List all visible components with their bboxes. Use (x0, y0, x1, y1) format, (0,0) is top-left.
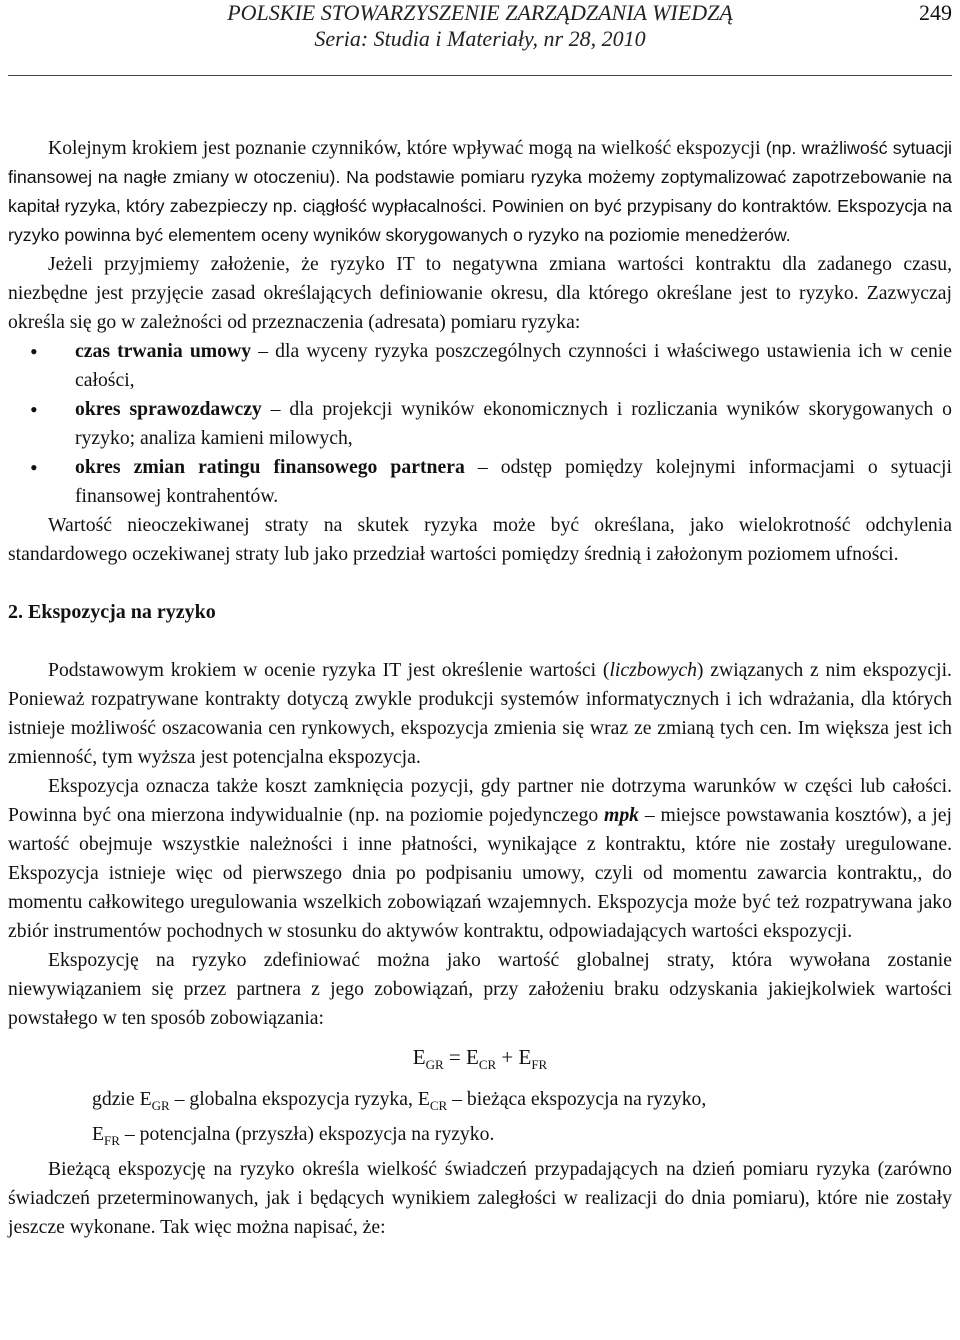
mpk-term: mpk (604, 804, 640, 826)
def-text: – bieżąca ekspozycja na ryzyko, (447, 1088, 707, 1111)
paragraph-1-serif: Kolejnym krokiem jest poznanie czynników, które wpływać mogą na wielkość ekspozycji (48, 137, 761, 159)
eq-symbol: E (465, 1045, 479, 1069)
definition-line (92, 1085, 952, 1120)
eq-subscript: CR (478, 1057, 497, 1073)
spacer (8, 627, 952, 656)
page-body (8, 134, 952, 1242)
eq-symbol: E (412, 1045, 426, 1069)
paragraph-4 (8, 656, 952, 772)
eq-operator: = (443, 1045, 466, 1069)
paragraph-1 (8, 134, 952, 250)
paragraph-4-text: Podstawowym krokiem w ocenie ryzyka IT jest określenie wartości ( (48, 659, 610, 681)
eq-subscript: GR (425, 1057, 444, 1073)
series-info: Seria: Studia i Materiały, nr 28, 2010 (314, 26, 646, 51)
page-number: 249 (919, 0, 952, 25)
definition-line (92, 1120, 952, 1155)
eq-subscript: FR (531, 1057, 548, 1073)
paragraph-7: Bieżącą ekspozycję na ryzyko określa wielkość świadczeń przypadających na dzień pomiaru ryzyka (zarówno świadczeń przeterminowanych, jak i będących wynikiem zaległości w realizacji do dnia pomiaru), które nie zostały jeszcze wykonane. Tak więc można napisać, że: (8, 1158, 952, 1239)
bullet-list (8, 337, 952, 511)
bullet-term: okres zmian ratingu finansowego partnera (75, 456, 465, 478)
def-subscript: FR (104, 1133, 120, 1149)
def-text: – potencjalna (przyszła) ekspozycja na ryzyko. (119, 1123, 495, 1146)
bullet-text: – odstęp pomiędzy kolejnymi informacjami o sytuacji finansowej kontrahentów. (75, 456, 952, 507)
paragraph-5 (8, 772, 952, 946)
def-symbol: E (139, 1088, 152, 1111)
paragraph-6: Ekspozycję na ryzyko zdefiniować można jako wartość globalnej straty, która wywołana zostanie niewywiązaniem się przez partnera z jego zobowiązań, przy założeniu braku odzyskania jakiejkolwiek wartości powstałego w ten sposób zobowiązania: (8, 949, 952, 1029)
bullet-term: okres sprawozdawczy (75, 398, 262, 420)
def-subscript: CR (429, 1098, 448, 1114)
definitions (8, 1085, 952, 1155)
def-symbol: E (92, 1123, 105, 1146)
def-symbol: E (417, 1088, 430, 1111)
paragraph-5-text: Ekspozycja oznacza także koszt zamknięcia pozycji, gdy partner nie dotrzyma warunków w części lub całości. Powinna być ona mierzona indywidualnie (np. na poziomie pojedynczego (8, 775, 952, 826)
bullet-term: czas trwania umowy (75, 340, 252, 362)
spacer (8, 569, 952, 598)
equation (8, 1037, 952, 1085)
bullet-text: – dla wyceny ryzyka poszczególnych czynności i właściwego ustawienia ich w cenie całości, (75, 340, 952, 391)
header-rule (8, 75, 952, 76)
paragraph-2: Jeżeli przyjmiemy założenie, że ryzyko IT to negatywna zmiana wartości kontraktu dla zadanego czasu, niezbędne jest przyjęcie zasad określających definiowanie okresu, dla którego określane jest to ryzyko. Zazwyczaj określa się go w zależności od przeznaczenia (adresata) pomiaru ryzyka: (8, 253, 952, 333)
paragraph-3: Wartość nieoczekiwanej straty na skutek ryzyka może być określana, jako wielokrotność odchylenia standardowego oczekiwanej straty lub jako przedział wartości pomiędzy średnią i założonym poziomem ufności. (8, 514, 952, 565)
paragraph-1-sans: (np. wrażliwość sytuacji finansowej na nagłe zmiany w otoczeniu). Na podstawie pomiaru ryzyka możemy zoptymalizować zapotrzebowanie na kapitał ryzyka, który zabezpieczy np. ciągłość wypłacalności. Powinien on być przypisany do kontraktów. Ekspozycja na ryzyko powinna być elementem oceny wyników skorygowanych o ryzyko na poziomie menedżerów. (8, 138, 953, 245)
paragraph-5-text: – miejsce powstawania kosztów), a jej wartość obejmuje wszystkie należności i inne płatności, wynikające z kontraktu, które nie zostały uregulowane. Ekspozycja istnieje więc od pierwszego dnia po podpisaniu umowy, czyli od momentu zawarcia kontraktu,, do momentu całkowitego uregulowania wszelkich zobowiązań wzajemnych. Ekspozycja może być też rozpatrywana jako zbiór instrumentów pochodnych w stosunku do aktywów kontraktu, odpowiadających wartości ekspozycji. (8, 804, 952, 942)
list-item (8, 337, 952, 395)
paragraph-4-text: ) związanych z nim ekspozycji. Ponieważ rozpatrywane kontrakty dotyczą zwykle produkcji systemów informatycznych i ich wdrażania, dla których istnieje możliwość oszacowania cen rynkowych, ekspozycja zmienia się wraz ze zmianą tych cen. Im większa jest ich zmienność, tym wyższa jest potencjalna ekspozycja. (8, 659, 952, 768)
def-subscript: GR (151, 1098, 170, 1114)
def-text: gdzie (92, 1088, 140, 1111)
section-heading: 2. Ekspozycja na ryzyko (8, 601, 216, 623)
page-header (0, 0, 960, 76)
bullet-text: – dla projekcji wyników ekonomicznych i rozliczania wyników skorygowanych o ryzyko; analiza kamieni milowych, (75, 398, 952, 449)
eq-operator: + (496, 1045, 519, 1069)
journal-title: POLSKIE STOWARZYSZENIE ZARZĄDZANIA WIEDZĄ (227, 0, 733, 25)
def-text: – globalna ekspozycja ryzyka, (169, 1088, 418, 1111)
italic-term: liczbowych (609, 659, 697, 681)
eq-symbol: E (518, 1045, 532, 1069)
list-item (8, 453, 952, 511)
list-item (8, 395, 952, 453)
